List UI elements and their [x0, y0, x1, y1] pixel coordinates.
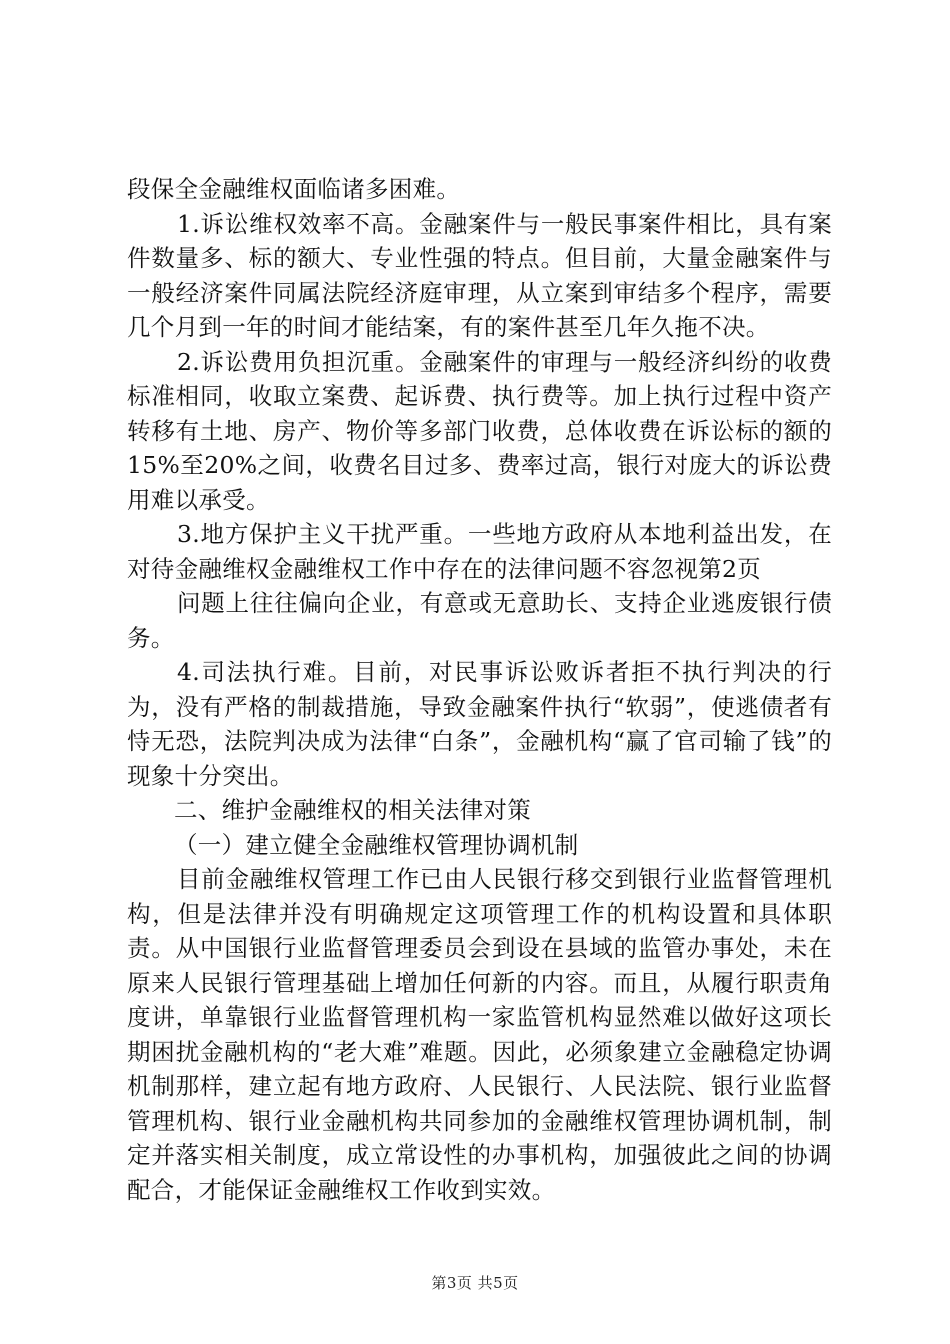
page-footer: 第3页 共5页: [431, 1274, 519, 1292]
section-heading: 二、维护金融维权的相关法律对策: [174, 796, 531, 824]
subsection-heading: （一）建立健全金融维权管理协调机制: [174, 830, 579, 859]
paragraph-item-4: 4.司法执行难。目前，对民事诉讼败诉者拒不执行判决的行为，没有严格的制裁措施，导致金融案件执行“软弱”，使逃债者有恃无恐，法院判决成为法律“白条”，金融机构“赢了官司输了钱”的现象十分突出。: [127, 658, 832, 790]
paragraph-item-2: 2.诉讼费用负担沉重。金融案件的审理与一般经济纠纷的收费标准相同，收取立案费、起诉费、执行费等。加上执行过程中资产转移有土地、房产、物价等多部门收费，总体收费在诉讼标的额的15%至20%之间，收费名目过多、费率过高，银行对庞大的诉讼费用难以承受。: [127, 347, 832, 514]
paragraph-body: 目前金融维权管理工作已由人民银行移交到银行业监督管理机构，但是法律并没有明确规定这项管理工作的机构设置和具体职责。从中国银行业监督管理委员会到设在县域的监管办事处，未在原来人民银行管理基础上增加任何新的内容。而且，从履行职责角度讲，单靠银行业监督管理机构一家监管机构显然难以做好这项长期困扰金融机构的“老大难”难题。因此，必须象建立金融稳定协调机制那样，建立起有地方政府、人民银行、人民法院、银行业监督管理机构、银行业金融机构共同参加的金融维权管理协调机制，制定并落实相关制度，成立常设性的办事机构，加强彼此之间的协调配合，才能保证金融维权工作收到实效。: [127, 865, 832, 1204]
document-body: [127, 172, 832, 1207]
paragraph-item-3-continued: 问题上往往偏向企业，有意或无意助长、支持企业逃废银行债务。: [127, 589, 832, 652]
paragraph-item-1: 1.诉讼维权效率不高。金融案件与一般民事案件相比，具有案件数量多、标的额大、专业性强的特点。但目前，大量金融案件与一般经济案件同属法院经济庭审理，从立案到审结多个程序，需要几个月到一年的时间才能结案，有的案件甚至几年久拖不决。: [127, 209, 832, 341]
paragraph-item-3: 3.地方保护主义干扰严重。一些地方政府从本地利益出发，在对待金融维权金融维权工作中存在的法律问题不容忽视第2页: [127, 520, 832, 583]
paragraph-continuation: 段保全金融维权面临诸多困难。: [127, 175, 461, 203]
